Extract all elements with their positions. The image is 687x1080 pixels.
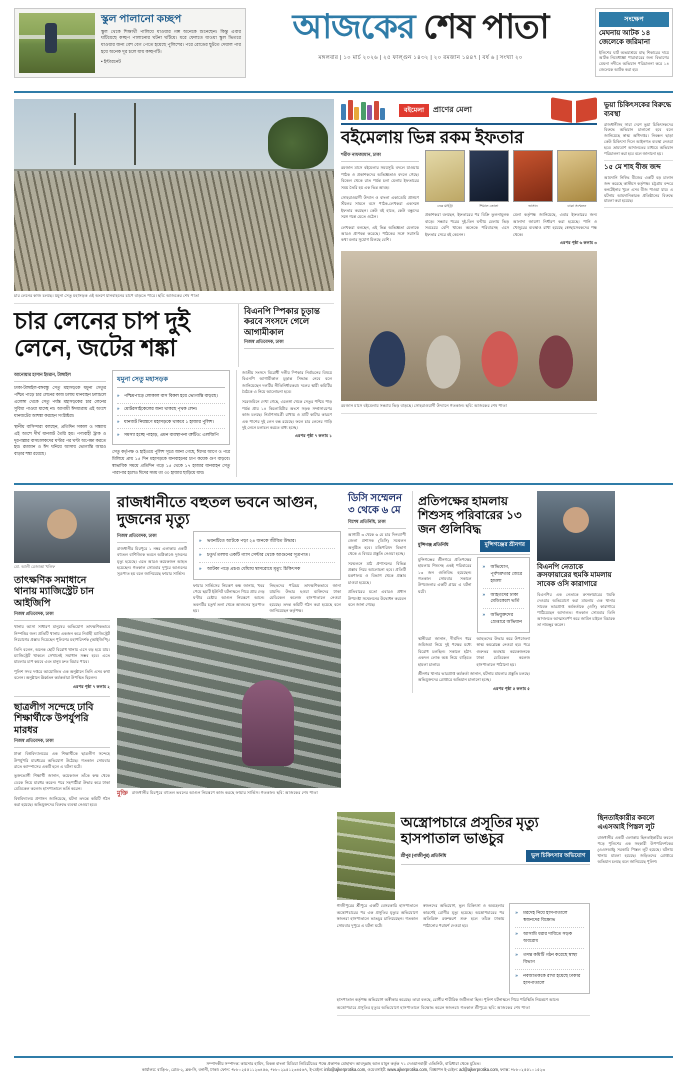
list-item: » অভিযোগ, পূর্বশত্রুতার জেরে হামলা [483,561,525,589]
book-title: ভাসান [528,204,538,209]
bullet-box-title: যমুনা সেতু মহাসড়ক [117,374,225,388]
section-divider [14,483,673,485]
bookfair-body-2: সোহরাওয়ার্দী উদ্যান ও বাংলা একাডেমি প্রাঙ্গণে স্টলের সামনে বসে পাঠক-লেখকরা একসঙ্গে ইফতার করছেন। কেউ বই হাতে, কেউ বন্ধুদের সঙ্গে গল্পে মেতে ওঠেন। [341,194,419,220]
fire-body-1: রাজধানীর মিরপুরে ১ নম্বর এলাকায় একটি বহুতল বাণিজ্যিক ভবনে অগ্নিকাণ্ডে দুজনের মৃত্যু হয়েছে। এতে আরও কয়েকজন আহত হয়েছেন। গতকাল সোমবার দুপুরে আগুনের সূত্রপাত হয় বলে জানিয়েছে ফায়ার সার্ভিস। [117,545,187,577]
officer-photo [537,491,615,561]
masthead-center [246,8,595,63]
surgery-bullet-box [509,903,590,993]
book-cover[interactable] [557,150,597,209]
page-title [246,10,595,46]
second-band [14,491,673,809]
list-item: » আসামি ধরার দাবিতে সড়ক অবরোধ [515,928,584,949]
bookfair-photo [341,251,597,401]
igp-photo-kicker: মো. আলী রেজাআ খলিফ [14,563,56,569]
column-right-sidebar-3 [597,812,673,1016]
lead-body-3: সরেজমিনে দেখা গেছে, এলেঙ্গা থেকে সেতুর পশ্চিম পাড় পর্যন্ত প্রায় ১৪ কিলোমিটার অংশে সড়ক সম্প্রসারণের কাজ চলছে। নির্মাণসামগ্রী রাখায় ও মাটি কাটার কারণে এক পাশের দুই লেন বন্ধ রয়েছে। ফলে চার লেনের গাড়ি দুই লেনে চলাচল করতে বাধ্য হচ্ছে। [242,399,332,430]
surgery-story [337,812,591,1016]
list-item: » চতুর্থ তলায় একটি গ্যাস সেন্টার থেকে আগুনের সূত্রপাত। [199,549,335,563]
surgery-photo-caption: অস্ত্রোপচারে প্রসূতির মৃত্যুর অভিযোগে হাসপাতালে বিক্ষোভ করেন স্বজনরা। গতকাল শ্রীপুরে। ছবি: আজকের শেষ পাতা [337,1003,591,1016]
bookfair-body-3: প্রকাশকরা বলছেন, ইফতারের পর বিক্রি তুলনামূলক বাড়ে। সন্ধ্যার পরের দুই-তিন ঘণ্টায় মেলায় ভিড় সবচেয়ে বেশি থাকে। অনেকে পরিবারসহ এসে ইফতার সেরে বই কেনেন। [425,212,509,237]
sidebar-item[interactable] [597,812,673,867]
sidebar-headline: বিএনপি নেতাকে ক্রসফায়ারের হুমকি মামলায় সাবেক ওসি কারাগারে [537,563,612,589]
footer-line-1: সম্পাদকীয় সম্পাদক: কায়সার হামিদ, বিকল্প বাংলা মিডিয়া লিমিটেডের পক্ষে প্রকাশক মোহাম্মদ আবদুল্লাহ আল মামুন কর্তৃক ৭১ দেওয়ানবাড়ী এভিনিউ, বারিধারা থেকে মুদ্রিত। [206,1060,481,1066]
list-item: » যানজট নিয়ন্ত্রণে মহাসড়কে থাকবে ১ হাজার পুলিশ। [117,416,225,429]
igp-photo [14,491,110,563]
bookfair-photo-caption: রমজান মাসে বইমেলায় সন্ধ্যায় ভিড় বাড়ছে। সোহরাওয়ার্দী উদ্যানে গতকাল। ছবি: আজকের শেষ পাতা [341,401,597,414]
sidebar-item[interactable] [537,561,615,631]
fire-body-3: নিহতদের পরিচয় তাৎক্ষণিকভাবে জানা যায়নি। উদ্ধার হওয়া ব্যক্তিদের ঢাকা মেডিকেল কলেজ হাসপাতালে নেওয়া হয়েছে। তদন্ত কমিটি গঠন করা হয়েছে বলে জানিয়েছেন কর্তৃপক্ষ। [269,582,341,614]
fire-photo-caption: রাজধানীর মিরপুরে বহুতল ভবনের আগুন নিয়ন্ত্রণে কাজ করছে ফায়ার সার্ভিস। গতকাল। ছবি: আজকের শেষ পাতা [131,790,318,796]
masthead-rule [14,91,673,93]
book-covers [425,150,597,209]
sidebar-headline: ১৫ মে শাহ বীজ জব্দ [604,164,661,172]
side-byline: নিজস্ব প্রতিবেদক, ঢাকা [244,339,334,349]
dc-body-2: সম্মেলনে মাঠ প্রশাসনের বিভিন্ন প্রস্তাব নিয়ে আলোচনা হবে। প্রতিটি মন্ত্রণালয় ও বিভাগ থেকে প্রস্তাব চাওয়া হয়েছে। [348,560,406,585]
lead-body-1: ঢাকা-টাঙ্গাইল-বঙ্গবন্ধু সেতু মহাসড়কে যমুনা সেতুর পশ্চিম পাড়ে চার লেনের কাজ চলায় যানবাহন চলাচলে এলেঙ্গা থেকে সেতু পর্যন্ত মহাসড়কের চার লেনের সুবিধা পাওয়া যাচ্ছে না। আগামী ঈদযাত্রায় এই অংশে যানজটের আশঙ্কা করছেন সংশ্লিষ্টরা। [14,384,106,418]
book-cover[interactable] [513,150,553,209]
fire-bullet-box [193,531,341,580]
surgery-byline: শ্রীপুর (গাজীপুর) প্রতিনিধি [400,852,447,858]
attack-byline: মুন্সিগঞ্জ প্রতিনিধি [418,542,449,548]
du-student-body-3: বিশ্ববিদ্যালয় প্রশাসন জানিয়েছে, ঘটনা তদন্তে কমিটি গঠন করা হয়েছে। অভিযুক্তদের বিরুদ্ধে ব্যবস্থা নেওয়া হবে। [14,795,110,807]
igp-more-link[interactable]: এরপর পৃষ্ঠা ৭ কলাম ২ [72,683,110,689]
photo-watermark: মুক্তি [117,791,128,798]
center-news-block [348,491,530,809]
column-left [14,99,334,477]
attack-headline[interactable]: প্রতিপক্ষের হামলায় শিশুসহ পরিবারের ১৩ জন গুলিবিদ্ধ [418,493,522,537]
book-cover[interactable] [425,150,465,209]
du-student-byline: নিজস্ব প্রতিবেদক, ঢাকা [14,738,110,748]
du-student-headline[interactable]: ছাত্রলীগ সন্দেহে ঢাবি শিক্ষার্থীকে উপর্যুপরি মারধর [14,701,94,736]
surgery-body-1: গাজীপুরের শ্রীপুরে একটি বেসরকারি হাসপাতালে অস্ত্রোপচারের পর এক প্রসূতির মৃত্যুর অভিযোগে স্বজনরা হাসপাতালে ভাঙচুর চালিয়েছেন। গতকাল সোমবার দুপুরে এ ঘটনা ঘটে। [336,903,418,928]
list-item: » নবজাতককে রাখা হয়েছে ঢাকার হাসপাতালে [515,970,584,990]
list-item: » পশ্চিমপাড়ে লোকাল বাস বিকল হয়ে ভোগান্তি বাড়ছে। [117,391,225,404]
sidebar-headline: ছিনতাইকারীর কবলে এএসআই পিস্তল লুট [597,815,655,832]
attack-body-1: মুন্সিগঞ্জের শ্রীনগরে প্রতিপক্ষের হামলায় শিশুসহ একই পরিবারের ১৩ জন গুলিবিদ্ধ হয়েছেন। গতকাল সোমবার সকালে উপজেলার একটি গ্রামে এ ঘটনা ঘটে। [418,556,472,594]
bookfair-body-4: মেলা কর্তৃপক্ষ জানিয়েছে, এবার ইফতারের জন্য আলাদা জায়গা নির্ধারণ করা হয়েছে। পানি ও খেজুরের ব্যবস্থাও রাখা হয়েছে স্বেচ্ছাসেবকদের পক্ষ থেকে। [513,212,597,237]
list-item: » মরদেহ নিয়ে হাসপাতালে স্বজনদের বিক্ষোভ [515,907,584,928]
bookfair-banner [341,99,597,125]
list-item: » আহতদের ঢাকা মেডিকেলে ভর্তি [483,589,525,610]
lead-photo-caption: চার লেনের কাজ চলছে। যমুনা সেতু মহাসড়ক এই অংশে যানবাহনের চাপে বাড়তে পারে। ছবি: আজকের শেষ পাতা [14,291,334,304]
igp-byline: নিজস্ব প্রতিবেদক, ঢাকা [14,611,110,621]
surgery-body-2: স্বজনদের অভিযোগ, ভুল চিকিৎসা ও অবহেলার কারণেই রোগীর মৃত্যু হয়েছে। অস্ত্রোপচারের পর অতিরিক্ত রক্তক্ষরণ শুরু হলে তাঁকে ঢাকায় পাঠানোর পরামর্শ দেওয়া হয়। [422,903,505,928]
attack-bullet-box [477,557,531,633]
book-title: শিয়াল তোলা [479,204,499,209]
fire-headline[interactable]: রাজধানীতে বহুতল ভবনে আগুন, দুজনের মৃত্যু [117,493,318,528]
dc-byline: বিশেষ প্রতিনিধি, ঢাকা [348,519,406,529]
fire-story [117,491,341,809]
lead-bullet-box [112,370,230,445]
teaser-source: • ইন্টারনেট [101,59,121,65]
dateline: মঙ্গলবার | ১০ মার্চ ২০২৬ | ২৫ ফাল্গুন ১৪৩২ | ২০ রমজান ১৪৪৭ | বর্ষ ৬ | সংখ্যা ২০ [318,54,523,61]
dc-body-1: আগামী ৩ থেকে ৬ মে চার দিনব্যাপী জেলা প্রশাসক (ডিসি) সম্মেলন অনুষ্ঠিত হবে। মন্ত্রিপরিষদ বিভাগ থেকে এ বিষয়ে প্রস্তুতি নেওয়া হচ্ছে। [348,532,406,557]
teaser-title: স্কুল পালানো কচ্ছপ [101,13,182,25]
bookfair-tag: বইমেলা [399,104,429,117]
sidebar-body: বিএনপির এক নেতাকে ক্রসফায়ারের হুমকি দেওয়ার অভিযোগে করা মামলায় এক থানার সাবেক ভারপ্রাপ্ত কর্মকর্তাকে (ওসি) কারাগারে পাঠিয়েছেন আদালত। গতকাল সোমবার তিনি আদালতে আত্মসমর্পণ করে জামিন চাইলে বিচারক তা নামঞ্জুর করেন। [537,591,615,627]
teaser-box[interactable] [14,8,246,78]
list-item: » অভিযুক্তদের গ্রেপ্তারে অভিযান [483,609,525,629]
bookfair-body-5: লেখকরা বলছেন, এই ভিন্ন অভিজ্ঞতা মেলাকে আরও প্রাণবন্ত করেছে। পাঠকের সঙ্গে সরাসরি কথা বলার সুযোগ মিলছে বেশি। [341,224,419,243]
column-left-news [14,491,110,809]
books-icon [341,100,395,120]
bookfair-headline[interactable]: বইমেলায় ভিন্ন রকম ইফতার [341,128,524,147]
attack-location-tag: মুন্সিগঞ্জের শ্রীনগর [480,540,530,552]
brief-box [595,8,673,77]
lead-photo [14,99,334,291]
surgery-tag: ভুল চিকিৎসার অভিযোগ [526,850,590,862]
footer-line-2: কার্যালয়: বাড়ি-৮, রোড-২, ব্লক-সি, বনানী, ঢাকা। ফোন: +৮৮০২৫৫১১২৩৪৫৬, +৮৮০২৯৫১২৩৪৫৬৭, ই-মেইল: info@ajkerprotika.com, ওয়েবসাইট: www.ajkerprotika.com, বিজ্ঞাপন ই-মেইল: ad@ajkerprotika.com, ফ্যাক্স: +৮৮০২৫৫১০১৫২৩ [141,1067,546,1073]
column-right-sidebar [604,99,673,477]
sidebar-headline: ভুয়া চিকিৎসকের বিরুদ্ধে ব্যবস্থা [604,102,672,118]
brief-headline[interactable]: মেঘনায় আটক ১৪ জেলেকে জরিমানা [599,30,651,46]
fire-body-2: ফায়ার সার্ভিসের নিয়ন্ত্রণ কক্ষ জানায়, খবর পেয়ে ছয়টি ইউনিট ঘটনাস্থলে গিয়ে প্রায় দেড় ঘণ্টার চেষ্টায় আগুন নিয়ন্ত্রণে আনে। ভবনটির চতুর্থ তলা থেকে আগুনের সূত্রপাত হয়। [193,582,265,614]
attack-body-2: স্থানীয়রা জানান, দীর্ঘদিন ধরে জমিজমা নিয়ে দুই পক্ষের মধ্যে বিরোধ চলছিল। সকালে হঠাৎ একদল লোক অস্ত্র নিয়ে বাড়িতে হামলা চালায়। [418,636,472,667]
logo-word-2: শেষ পাতা [423,8,549,46]
attack-body-4: শ্রীনগর থানার ভারপ্রাপ্ত কর্মকর্তা জানান, ঘটনায় মামলার প্রস্তুতি চলছে। অভিযুক্তদের গ্রেপ্তারে অভিযান চালানো হচ্ছে। [418,671,530,683]
du-student-body-2: ভুক্তভোগী শিক্ষার্থী জানান, কয়েকজন তাঁকে কক্ষ থেকে ডেকে নিয়ে মারধর করেন। পরে সহপাঠীরা উদ্ধার করে ঢাকা মেডিকেল কলেজ হাসপাতালে ভর্তি করেন। [14,773,110,792]
fire-byline: নিজস্ব প্রতিবেদক, ঢাকা [117,533,187,543]
bookfair-byline: শরীফ নাফজামান, ঢাকা [341,152,419,162]
lead-more-link[interactable]: এরপর পৃষ্ঠা ৭ কলাম ১ [294,433,332,439]
main-grid [14,99,673,477]
list-item: » সমস্যা হচ্ছে পাহাড়, এমন ব্যবস্থাপনা ত্রুটিও: এলজিপি [117,429,225,441]
brief-body: ইলিশের ঘাট অভয়াশ্রমে মাছ শিকারের দায়ে আটক নিষেধাজ্ঞা পারাবারের জন্য বিভাগের মেঘনা নদীতে অভিযান পরিচালনা করে ১৪ জেলেকে আটক করা হয়। [599,49,669,72]
bookfair-more-link[interactable]: এরপর পৃষ্ঠা ৬ কলাম ৩ [559,239,597,245]
side-headline[interactable]: বিএনপি স্পিকার চূড়ান্ত করবে সংসদে গেলে আগামীকাল [244,306,320,337]
sidebar-body: রাজধানীসহ সারা দেশে ভুয়া চিকিৎসকদের বিরুদ্ধে অভিযান চালানো হবে বলে জানিয়েছে স্বাস্থ্য অধিদপ্তর। নিবন্ধন ছাড়া কেউ চিকিৎসা দিলে আইনগত ব্যবস্থা নেওয়া হবে। ভ্রাম্যমাণ আদালতের মাধ্যমে অভিযান পরিচালনা করা হবে বলে জানানো হয়। [604,121,673,157]
igp-body-3: পুলিশ সদর দপ্তরে আয়োজিত এক অনুষ্ঠানে তিনি এসব কথা বলেন। অনুষ্ঠানে ঊর্ধ্বতন কর্মকর্তারা উপস্থিত ছিলেন। [14,668,110,681]
igp-body-2: তিনি বলেন, অনেক ছোট বিরোধ থানায় এসে বড় হয়ে যায়। ম্যাজিস্ট্রেট থাকলে সেখানেই সমাধান সম্ভব হবে। এতে মামলার চাপ কমবে এবং মানুষ দ্রুত বিচার পাবে। [14,646,110,665]
dc-body-3: প্রতিবারের মতো এবারও প্রধান উপদেষ্টা সম্মেলনের উদ্বোধন করবেন বলে জানা গেছে। [348,589,406,607]
book-title: নেত্র মাইট্রা [437,204,453,209]
bookfair-subtitle: প্রাণের মেলা [432,104,472,114]
igp-body-1: থানায় আসা সাধারণ মানুষের অভিযোগ তাৎক্ষণিকভাবে নিষ্পত্তির জন্য প্রতিটি থানায় একজন করে নির্বাহী ম্যাজিস্ট্রেট নিয়োগের প্রস্তাব দিয়েছেন পুলিশের মহাপরিদর্শক (আইজিপি)। [14,624,110,643]
du-student-body-1: ঢাকা বিশ্ববিদ্যালয়ের এক শিক্ষার্থীকে ছাত্রলীগ সন্দেহে উপর্যুপরি মারধরের অভিযোগ উঠেছে। গতকাল সোমবার রাতে ক্যাম্পাসের একটি হলে এ ঘটনা ঘটে। [14,751,110,770]
open-book-icon [551,99,597,121]
sidebar-body: রাজধানীর একটি এলাকায় ছিনতাইকারীর কবলে পড়ে পুলিশের এক সহকারী উপপরিদর্শকের (এএসআই) সরকারি পিস্তল লুট হয়েছে। ঘটনায় থানায় মামলা হয়েছে। জড়িতদের গ্রেপ্তারে অভিযান চলছে বলে জানিয়েছে পুলিশ। [597,834,673,864]
lead-body-2: সেতু কর্তৃপক্ষ ও হাইওয়ে পুলিশ সূত্রে জানা গেছে, ঈদের আগে ও পরে মিলিয়ে প্রায় ১৫ দিন মহাসড়কে যানবাহনের চাপ কয়েক গুণ বাড়বে। স্বাভাবিক সময়ে প্রতিদিন গড়ে ১৫ থেকে ১৭ হাজার যানবাহন সেতু পারাপার হলেও ঈদের সময় তা ৩০ হাজার ছাড়িয়ে যায়। [112,448,230,475]
list-item: » ভবনটিতে আটকে পড়া ২৪ জনকে জীবিত উদ্ধার। [199,535,335,549]
list-item: » আটকা পড়ে প্রচণ্ড ধোঁয়ায় শ্বাসরোধে মৃত্যু: চিকিৎসক [199,563,335,576]
lead-headline[interactable]: চার লেনের চাপ দুই লেনে, জটের শঙ্কা [14,308,190,362]
sidebar-item[interactable] [604,99,673,161]
surgery-photo [337,812,395,900]
book-title: ঢাকা সম্মেলন [567,204,587,209]
lead-byline: আনোয়ার হাসান ইমরান, টাঙ্গাইল [14,372,106,382]
igp-headline[interactable]: তাৎক্ষণিক সমাধানে থানায় ম্যাজিস্ট্রেট চান আইজিপি [14,574,94,609]
lead-body-4: স্থানীয় বাসিন্দারা বলছেন, প্রতিদিন সকাল ও সন্ধ্যায় এই অংশে দীর্ঘ যানজট তৈরি হয়। পণ্যবাহী ট্রাক ও দূরপাল্লার বাসচালকদের ঘণ্টার পর ঘণ্টা অপেক্ষা করতে হয়। রমজান ও ঈদ ঘনিয়ে আসায় ভোগান্তি আরও বাড়ার শঙ্কা রয়েছে। [14,423,106,457]
list-item: » তদন্ত কমিটি গঠন করেছে স্বাস্থ্য বিভাগ [515,949,584,970]
attack-more-link[interactable]: এরপর পৃষ্ঠা ৫ কলাম ৫ [492,685,530,691]
sidebar-body: আমদানি নিষিদ্ধ বীজের একটি বড় চালান জব্দ করেছে কাস্টমস কর্তৃপক্ষ। চট্টগ্রাম বন্দরে কনটেইনার খুলে এসব বীজ পাওয়া যায়। এ ঘটনায় আমদানিকারক প্রতিষ্ঠানের বিরুদ্ধে মামলা করা হয়েছে। [604,174,673,204]
teaser-photo [19,13,95,73]
sidebar-item[interactable] [604,161,673,208]
masthead [14,8,673,86]
surgery-headline[interactable]: অস্ত্রোপচারে প্রসূতির মৃত্যু হাসপাতাল ভাঙচুর [400,814,539,847]
bookfair-body-1: রমজান মাসে বইমেলার সময়সূচি বদলে যাওয়ায় পাঠক ও প্রকাশকদের অভিজ্ঞতাও বদলে গেছে। বিকেল থেকে রাত পর্যন্ত চলা মেলায় ইফতারের সময় তৈরি হয় এক ভিন্ন আবহ। [341,165,419,190]
column-right-sidebar-2 [537,491,615,809]
attack-body-3: আহতদের উদ্ধার করে উপজেলা স্বাস্থ্য কমপ্লেক্সে নেওয়া হয়। পরে গুরুতর অবস্থায় কয়েকজনকে ঢাকা মেডিকেল কলেজ হাসপাতালে পাঠানো হয়। [476,636,530,667]
footer [14,1056,673,1075]
brief-section-header: সংক্ষেপ [599,12,669,27]
fire-photo [117,618,341,788]
teaser-body: স্কুল থেকে শিক্ষার্থী পালিয়ে যাওয়ার গল্প অনেকে শুনেছেন। কিন্তু এবার ঘটিয়েছে কচ্ছপ পালানোর ঘটনা ঘটিয়ে। ধরে ফেলতে যাওয়া স্কুল ভিতরে যাওয়ার জন্য বেশ বেগ পেতে হয়েছে পুলিশের। পরে রোডের ছুটতে দেয়াল পার হয়ে অনেক দূর চলে যায় কচ্ছপটি। [101,28,241,55]
dc-headline[interactable]: ডিসি সম্মেলন ৩ থেকে ৬ মে [348,492,402,516]
column-bookfair [341,99,597,477]
book-cover[interactable] [469,150,509,209]
third-band [14,812,673,1016]
list-item: » মোটরসাইকেলের জন্য থাকছে পৃথক লেন। [117,404,225,417]
side-body: জাতীয় সংসদে বিরোধী দলীয় স্পিকার নির্বাচনের বিষয়ে বিএনপি আগামীকাল চূড়ান্ত সিদ্ধান্ত নেবে বলে জানিয়েছেন দলটির নীতিনির্ধারকরা। দলের স্থায়ী কমিটির বৈঠকে এ নিয়ে আলোচনা হবে। [242,369,332,395]
logo-word-1: আজকের [292,8,415,46]
surgery-body-3: হাসপাতাল কর্তৃপক্ষ অভিযোগ অস্বীকার করেছে। তারা বলছে, রোগীর শারীরিক জটিলতা ছিল। পুলিশ ঘটনাস্থলে গিয়ে পরিস্থিতি নিয়ন্ত্রণে আনে। [336,996,560,1002]
